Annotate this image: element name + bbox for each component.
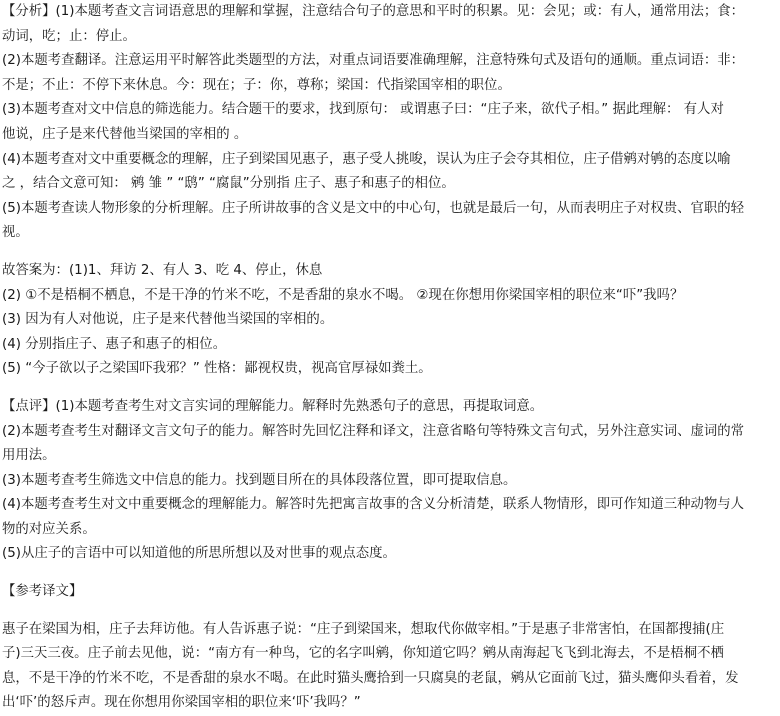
analysis-line: 视。 — [2, 225, 29, 241]
answer-line: (2) ①不是梧桐不栖息，不是干净的竹米不吃，不是香甜的泉水不喝。 ②现在你想用你梁国宰相的职位来“吓”我吗？ — [2, 287, 684, 303]
answer-line: (3) 因为有人对他说，庄子是来代替他当梁国的宰相的。 — [2, 312, 334, 328]
analysis-line: (4)本题考查对文中重要概念的理解，庄子到梁国见惠子，惠子受人挑唆，误认为庄子会夺其相位，庄子借鹓对鸲的态度以喻 — [2, 151, 731, 167]
comment-line: (3)本题考查考生筛选文中信息的能力。找到题目所在的具体段落位置，即可提取信息。 — [2, 472, 517, 488]
section-gap — [2, 246, 774, 259]
translation-line: 出‘吓’的怒斥声。现在你想用你梁国宰相的职位来‘吓’我吗？” — [2, 695, 361, 711]
comment-line: (5)从庄子的言语中可以知道他的所思所想以及对世事的观点态度。 — [2, 546, 396, 562]
answer-line: 故答案为：(1)1、拜访 2、有人 3、吃 4、停止，休息 — [2, 262, 323, 278]
analysis-line: 不是；不止：不停下来休息。今：现在；子：你，尊称；梁国：代指梁国宰相的职位。 — [2, 77, 511, 93]
comment-line: (2)本题考查考生对翻译文言文句子的能力。解答时先回忆注释和译文，注意省略句等特殊文言句式，另外注意实词、虚词的常 — [2, 423, 745, 439]
translation-section — [2, 580, 774, 716]
section-gap — [2, 567, 774, 580]
comment-line: 用用法。 — [2, 448, 56, 464]
translation-heading: 【参考译文】 — [2, 584, 83, 600]
translation-line: 息，不是干净的竹米不吃，不是香甜的泉水不喝。在此时猫头鹰拾到一只腐臭的老鼠，鹓从它面前飞过，猫头鹰仰头看着，发 — [2, 670, 739, 686]
answer-line: (5) “今子欲以子之梁国吓我邪？” 性格：鄙视权贵，视高官厚禄如粪土。 — [2, 361, 432, 377]
answer-line: (4) 分别指庄子、惠子和惠子的相位。 — [2, 336, 227, 352]
analysis-line: (3)本题考查对文中信息的筛选能力。结合题干的要求，找到原句： 或谓惠子曰：“庄子来，欲代子相。” 据此理解： 有人对 — [2, 102, 724, 118]
analysis-section — [2, 0, 774, 246]
analysis-line: 【分析】(1)本题考查文言词语意思的理解和掌握，注意结合句子的意思和平时的积累。见：会见；或：有人，通常用法；食： — [2, 4, 745, 19]
comment-line: 【点评】(1)本题考查考生对文言实词的理解能力。解释时先熟悉句子的意思，再提取词意。 — [2, 398, 544, 414]
translation-line: 惠子在梁国为相，庄子去拜访他。有人告诉惠子说：“庄子到梁国来，想取代你做宰相。”于是惠子非常害怕，在国都搜捕(庄 — [2, 621, 725, 637]
section-gap — [2, 605, 774, 618]
translation-line: 子)三天三夜。庄子前去见他，说：“南方有一种鸟，它的名字叫鹓，你知道它吗？鹓从南海起飞飞到北海去，不是梧桐不栖 — [2, 646, 724, 662]
analysis-line: 动词，吃；止：停止。 — [2, 28, 136, 44]
comment-line: 物的对应关系。 — [2, 521, 96, 537]
analysis-line: 之 ，结合文意可知： 鹓 雏 ” “鸱” “腐鼠”分别指 庄子、惠子和惠子的相位。 — [2, 176, 455, 192]
analysis-line: (5)本题考查读人物形象的分析理解。庄子所讲故事的含义是文中的中心句，也就是最后一句，从而表明庄子对权贵、官职的轻 — [2, 200, 745, 216]
analysis-line: (2)本题考查翻译。注意运用平时解答此类题型的方法，对重点词语要准确理解，注意特殊句式及语句的通顺。重点词语：非： — [2, 53, 745, 69]
answer-section — [2, 259, 774, 382]
section-gap — [2, 382, 774, 395]
comment-line: (4)本题考查考生对文中重要概念的理解能力。解答时先把寓言故事的含义分析清楚，联系人物情形，即可作知道三种动物与人 — [2, 497, 745, 513]
analysis-line: 他说，庄子是来代替他当梁国的宰相的 。 — [2, 126, 248, 142]
comment-section — [2, 395, 774, 567]
